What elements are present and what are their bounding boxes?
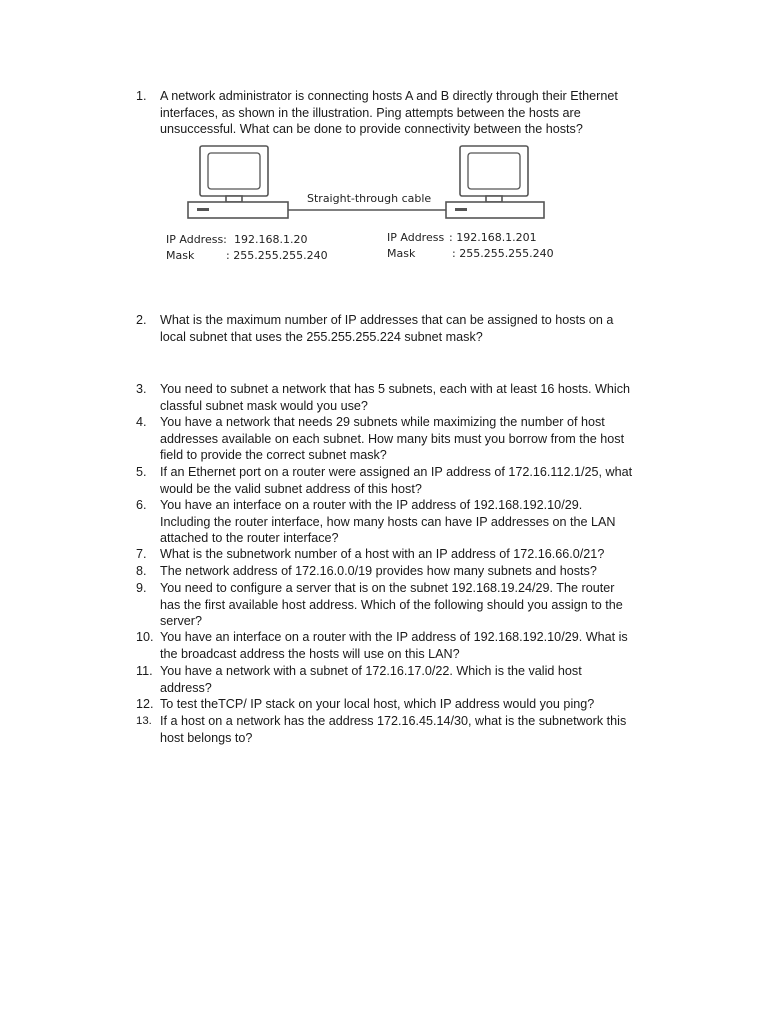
question-13 — [136, 713, 656, 746]
mask-label: Mask — [387, 247, 416, 260]
question-text: What is the subnetwork number of a host with an IP address of 172.16.66.0/21? — [160, 547, 605, 561]
ip-address-label: IP Address — [387, 231, 445, 244]
question-6 — [136, 497, 656, 547]
mask-value: : 255.255.255.240 — [452, 247, 554, 260]
question-number: 8. — [136, 564, 147, 578]
question-number: 7. — [136, 547, 147, 561]
ip-address-label: IP Address: — [166, 233, 227, 246]
question-9 — [136, 580, 656, 630]
question-text: A network administrator is connecting hosts A and B directly through their Ethernet interfaces, as shown in the illustration. Ping attempts between the hosts are unsuccessful. What can be done to provide connectivity between the hosts? — [160, 89, 618, 137]
host-b-ip-info — [387, 230, 567, 262]
host-a-computer — [188, 146, 288, 218]
question-text: What is the maximum number of IP addresses that can be assigned to hosts on a local subnet that uses the 255.255.255.224 subnet mask? — [160, 313, 614, 344]
question-2 — [136, 312, 656, 345]
question-text: If a host on a network has the address 172.16.45.14/30, what is the subnetwork this host belongs to? — [160, 714, 627, 745]
question-5 — [136, 464, 656, 497]
question-text: You need to subnet a network that has 5 subnets, each with at least 16 hosts. Which classful subnet mask would you use? — [160, 382, 630, 413]
question-number: 9. — [136, 581, 147, 595]
question-text: You have a network that needs 29 subnets while maximizing the number of host addresses available on each subnet. How many bits must you borrow from the host field to provide the correct subnet mask? — [160, 415, 625, 463]
cable-label: Straight-through cable — [307, 192, 432, 205]
question-7 — [136, 546, 656, 563]
ip-address-value: 192.168.1.20 — [234, 233, 308, 246]
question-number: 6. — [136, 498, 147, 512]
question-number: 4. — [136, 415, 147, 429]
question-text: You have a network with a subnet of 172.16.17.0/22. Which is the valid host address? — [160, 664, 582, 695]
question-number: 5. — [136, 465, 147, 479]
question-4 — [136, 414, 656, 464]
question-text: The network address of 172.16.0.0/19 provides how many subnets and hosts? — [160, 564, 597, 578]
question-10 — [136, 629, 656, 662]
question-12 — [136, 696, 656, 713]
question-1 — [136, 88, 656, 138]
question-text: You have an interface on a router with the IP address of 192.168.192.10/29. What is the broadcast address the hosts will use on this LAN? — [160, 630, 628, 661]
question-text: To test theTCP/ IP stack on your local host, which IP address would you ping? — [160, 697, 595, 711]
question-text: You have an interface on a router with the IP address of 192.168.192.10/29. Including the router interface, how many hosts can have IP addresses on the LAN attached to the router interface? — [160, 498, 616, 546]
host-a-ip-info — [166, 232, 341, 264]
question-text: If an Ethernet port on a router were assigned an IP address of 172.16.112.1/25, what would be the valid subnet address of this host? — [160, 465, 633, 496]
question-number: 12. — [136, 697, 154, 711]
question-number: 10. — [136, 630, 154, 644]
host-b-computer — [446, 146, 544, 218]
question-8 — [136, 563, 656, 580]
question-number: 3. — [136, 382, 147, 396]
question-text: You need to configure a server that is on the subnet 192.168.19.24/29. The router has the first available host address. Which of the following should you assign to the server? — [160, 581, 623, 629]
question-number: 11. — [136, 664, 153, 678]
mask-label: Mask — [166, 249, 195, 262]
question-number: 1. — [136, 89, 147, 103]
question-number: 2. — [136, 313, 147, 327]
mask-value: : 255.255.255.240 — [226, 249, 328, 262]
question-3 — [136, 381, 656, 414]
question-11 — [136, 663, 656, 696]
ip-address-value: : 192.168.1.201 — [449, 231, 537, 244]
question-number: 13. — [136, 715, 152, 727]
